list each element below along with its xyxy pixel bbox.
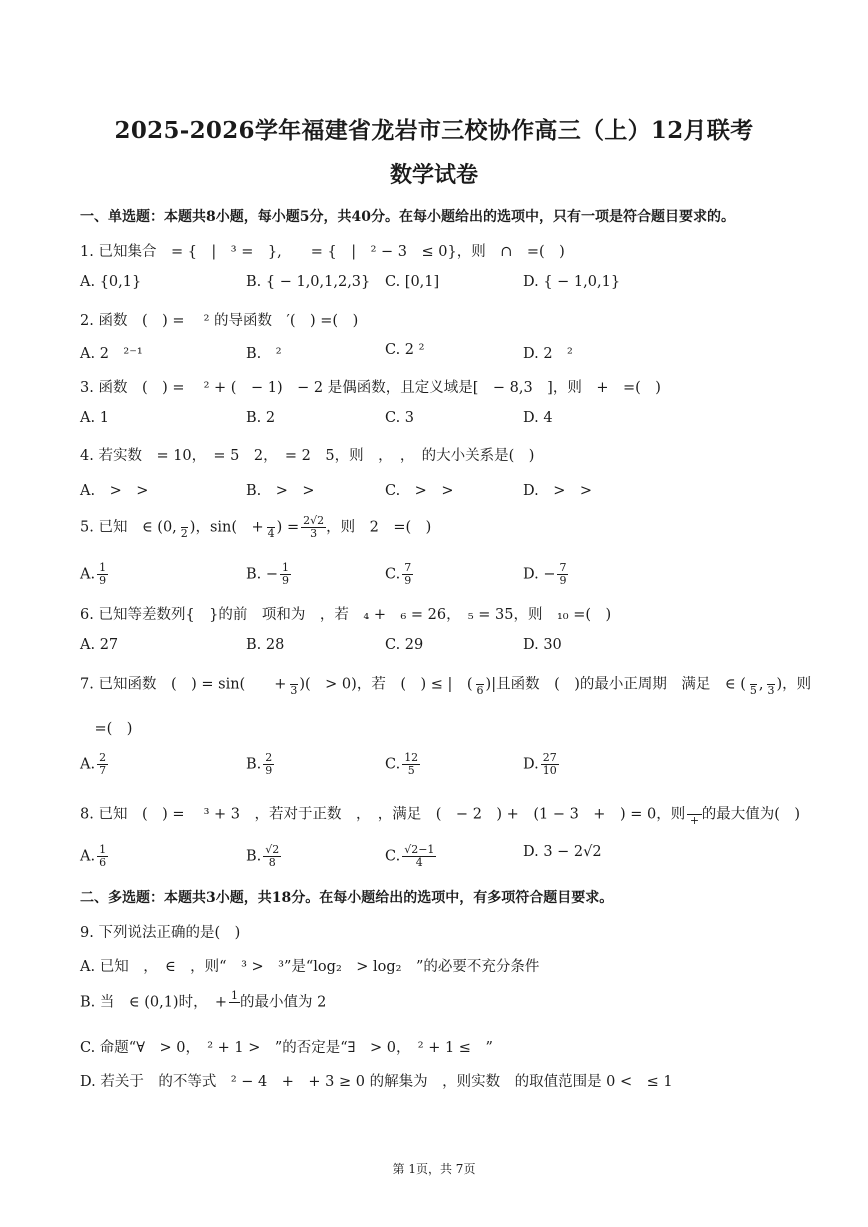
q5-stem-part: 5. 已知 ∈ (0, <box>80 519 177 536</box>
exam-subtitle: 数学试卷 <box>389 162 478 188</box>
question-2-stem: 2. 函数 ( ) = ² 的导函数 ′( ) =( ) <box>80 313 359 329</box>
q5-option-b: B. − $\frac{1}{9}$ <box>246 561 290 587</box>
q8-option-b: B. $\frac{√2}{8}$ <box>246 843 280 869</box>
question-1-options <box>80 274 780 304</box>
exam-title: 2025-2026学年福建省龙岩市三校协作高三（上）12月联考 <box>114 117 754 144</box>
q2-option-b: B. ² <box>246 346 282 362</box>
q8-option-c: C. $\frac{√2-1}{4}$ <box>385 843 435 869</box>
q9-option-c: C. 命题“∀ > 0， ² + 1 > ”的否定是“∃ > 0， ² + 1 ≤ ” <box>80 1040 493 1056</box>
q9-option-b: B. 当 ∈ (0,1)时， + 1 的最小值为 2 <box>80 989 327 1011</box>
q5-option-d: D. − $\frac{7}{9}$ <box>523 561 567 587</box>
question-3-options <box>80 410 780 440</box>
q8-option-a: A. $\frac{1}{6}$ <box>80 843 107 869</box>
q1-option-d: D. { − 1,0,1} <box>523 274 621 290</box>
q4-option-b: B. > > <box>246 483 315 499</box>
q9-option-a: A. 已知 ， ∈ ，则“ ³ > ³”是“log₂ > log₂ ”的必要不充分条件 <box>80 959 540 975</box>
q5-fraction-value: $\frac{2√2}{3}$ <box>303 514 325 540</box>
question-4-options <box>80 479 780 509</box>
q7-option-b: B. $\frac{2}{9}$ <box>246 751 273 777</box>
question-8-stem: 8. 已知 ( ) = ³ + 3 ，若对于正数 ， ，满足 ( − 2 ) + (1 − 3 + ) = 0，则 + 的最大值为( ) <box>80 802 800 827</box>
q1-option-b: B. { − 1,0,1,2,3} <box>246 274 371 290</box>
q7-option-c: C. $\frac{12}{5}$ <box>385 751 419 777</box>
question-6-stem: 6. 已知等差数列{ }的前 项和为 ，若 ₄ + ₆ = 26， ₅ = 35，则 ₁₀ =( ) <box>80 607 612 623</box>
q3-option-b: B. 2 <box>246 410 276 426</box>
q6-option-a: A. 27 <box>80 637 119 653</box>
question-2-options <box>80 342 780 372</box>
q5-stem-part: ，则 2 =( ) <box>326 519 432 536</box>
q2-option-c: C. 2 ² <box>385 342 425 358</box>
question-8-options <box>80 844 780 874</box>
q4-option-d: D. > > <box>523 483 593 499</box>
question-9-stem: 9. 下列说法正确的是( ) <box>80 925 241 941</box>
q3-option-d: D. 4 <box>523 410 553 426</box>
q2-option-d: D. 2 ² <box>523 346 573 362</box>
question-7-options <box>80 752 780 782</box>
q5-fraction-pi-over-4: 4 <box>266 515 277 540</box>
q4-option-a: A. > > <box>80 483 149 499</box>
question-5-stem <box>80 515 431 540</box>
q6-option-c: C. 29 <box>385 637 424 653</box>
q2-option-a: A. 2 ²⁻¹ <box>80 346 143 362</box>
q3-option-c: C. 3 <box>385 410 415 426</box>
q9-option-d: D. 若关于 的不等式 ² − 4 + + 3 ≥ 0 的解集为 ，则实数 的取值范围是 0 < ≤ 1 <box>80 1074 673 1090</box>
page-footer: 第 1页，共 7页 <box>392 1162 476 1176</box>
q5-stem-part: ) = <box>276 519 300 536</box>
question-7-stem: 7. 已知函数 ( ) = sin( + 3 )( > 0)，若 ( ) ≤ | ( 6 )|且函数 ( )的最小正周期 满足 ∈ ( 5 , 3 )，则 <box>80 672 811 697</box>
q8-option-d: D. 3 − 2√2 <box>523 844 602 860</box>
q1-option-a: A. {0,1} <box>80 274 142 290</box>
q7-option-a: A. $\frac{2}{7}$ <box>80 751 107 777</box>
q6-option-b: B. 28 <box>246 637 285 653</box>
q1-option-c: C. [0,1] <box>385 274 440 290</box>
q5-stem-part: )，sin( + <box>189 519 264 536</box>
q7-option-d: D. $\frac{27}{10}$ <box>523 751 557 777</box>
q4-option-c: C. > > <box>385 483 454 499</box>
q3-option-a: A. 1 <box>80 410 109 426</box>
q5-option-a: A. $\frac{1}{9}$ <box>80 561 107 587</box>
q5-option-c: C. $\frac{7}{9}$ <box>385 561 412 587</box>
q6-option-d: D. 30 <box>523 637 562 653</box>
question-3-stem: 3. 函数 ( ) = ² + ( − 1) − 2 是偶函数，且定义域是[ − 8,3 ]，则 + =( ) <box>80 380 661 396</box>
section-multiple-choice: 二、多选题：本题共3小题，共18分。在每小题给出的选项中，有多项符合题目要求。 <box>80 890 614 906</box>
question-4-stem: 4. 若实数 = 10， = 5 2， = 2 5，则 ， ， 的大小关系是( ) <box>80 448 535 464</box>
question-6-options <box>80 637 780 667</box>
question-7-stem-line2: =( ) <box>80 721 133 737</box>
question-5-options <box>80 562 780 592</box>
q5-fraction-pi-over-2: 2 <box>179 515 190 540</box>
section-single-choice: 一、单选题：本题共8小题，每小题5分，共40分。在每小题给出的选项中，只有一项是符合题目要求的。 <box>80 209 735 225</box>
question-1-stem: 1. 已知集合 = { | ³ = }, = { | ² − 3 ≤ 0}，则 ∩ =( ) <box>80 244 565 260</box>
